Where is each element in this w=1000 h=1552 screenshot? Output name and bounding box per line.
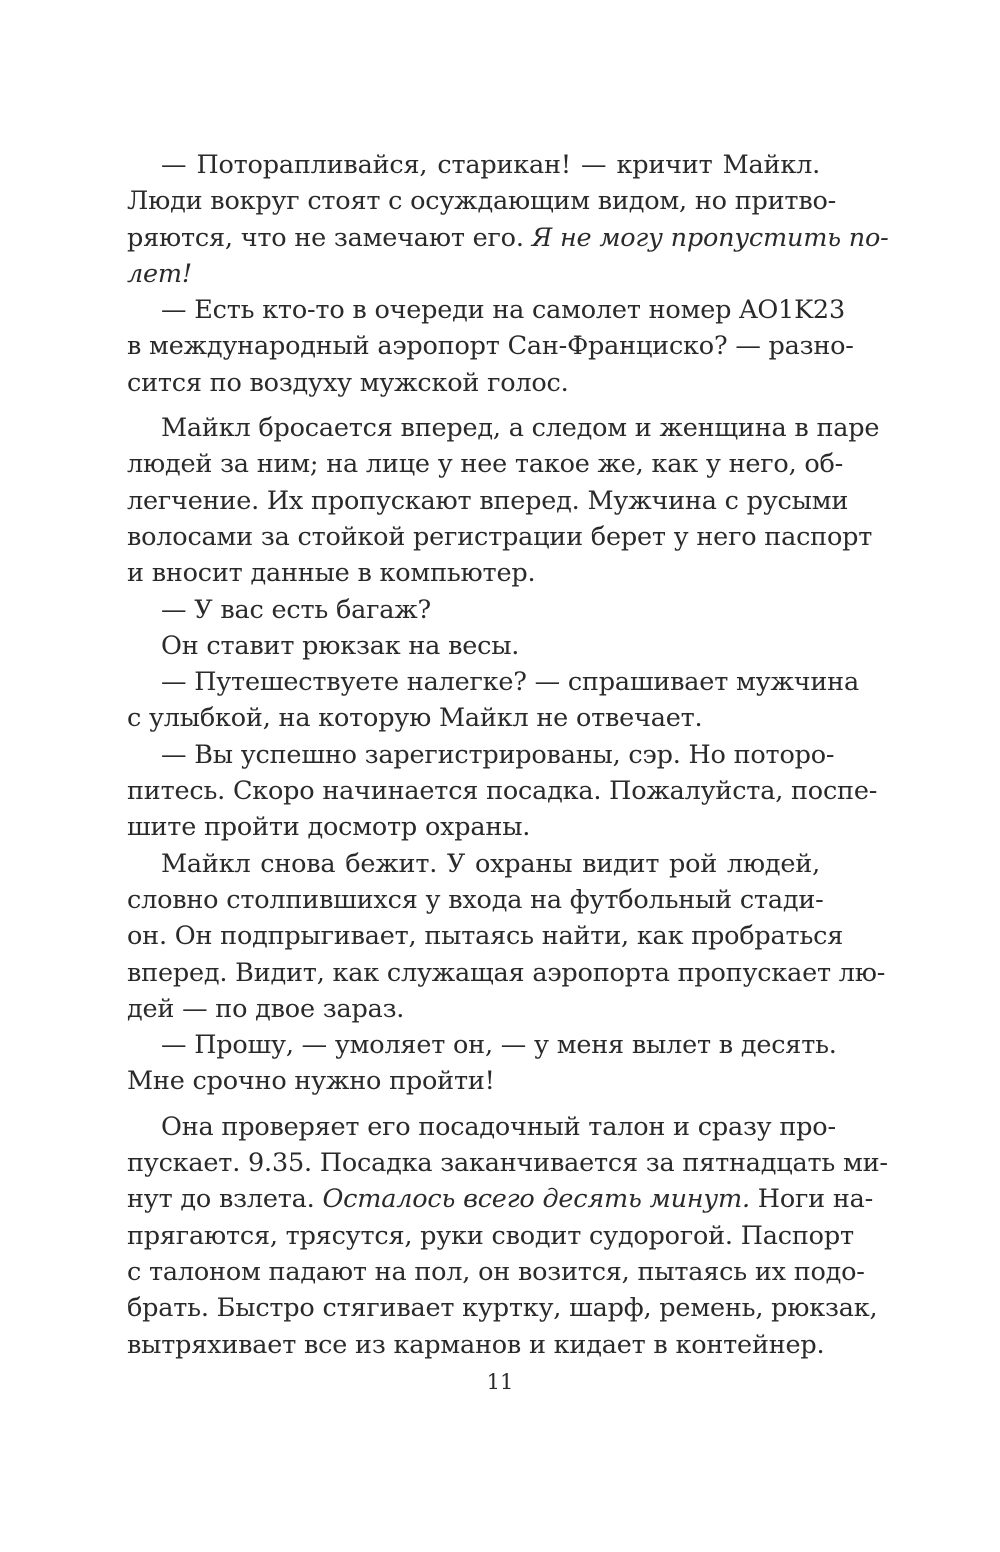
text-line xyxy=(127,1181,874,1217)
text-line: пускает. 9.35. Посадка заканчивается за пятнадцать ми- xyxy=(127,1148,888,1179)
text-line: — У вас есть багаж? xyxy=(161,594,432,625)
italic-run: Осталось всего десять минут. xyxy=(322,1184,750,1215)
text-line: — Путешествуете налегке? — спрашивает мужчина xyxy=(161,667,859,698)
text-line: Люди вокруг стоят с осуждающим видом, но притво- xyxy=(127,186,837,217)
text-line: сится по воздуху мужской голос. xyxy=(127,367,569,398)
text-run: Ноги на- xyxy=(749,1184,874,1215)
text-line xyxy=(127,220,889,256)
text-line: Он ставит рюкзак на весы. xyxy=(161,630,520,661)
italic-run: Я не могу пропустить по- xyxy=(531,222,889,253)
text-line: брать. Быстро стягивает куртку, шарф, ремень, рюкзак, xyxy=(127,1293,878,1324)
text-line: вытряхивает все из карманов и кидает в контейнер. xyxy=(127,1329,825,1360)
text-line: Майкл снова бежит. У охраны видит рой людей, xyxy=(161,848,820,879)
text-line: прягаются, трясутся, руки сводит судорогой. Паспорт xyxy=(127,1220,854,1251)
text-line: — Прошу, — умоляет он, — у меня вылет в десять. xyxy=(161,1030,837,1061)
text-line: он. Он подпрыгивает, пытаясь найти, как пробраться xyxy=(127,921,844,952)
text-line: Она проверяет его посадочный талон и сразу про- xyxy=(161,1111,836,1142)
text-line: с талоном падают на пол, он возится, пытаясь их подо- xyxy=(127,1256,865,1287)
text-line: Майкл бросается вперед, а следом и женщина в паре xyxy=(161,413,880,444)
text-line: — Поторапливайся, старикан! — кричит Майкл. xyxy=(161,150,820,180)
text-line: в международный аэропорт Сан-Франциско? — разно- xyxy=(127,331,854,362)
text-line: — Вы успешно зарегистрированы, сэр. Но поторо- xyxy=(161,739,835,770)
page-number: 11 xyxy=(486,1370,514,1394)
text-line: волосами за стойкой регистрации берет у него паспорт xyxy=(127,521,873,552)
text-line: с улыбкой, на которую Майкл не отвечает. xyxy=(127,703,703,734)
text-run: нут до взлета. xyxy=(127,1184,323,1215)
text-line: Мне срочно нужно пройти! xyxy=(127,1066,495,1097)
text-line: вперед. Видит, как служащая аэропорта пропускает лю- xyxy=(127,957,886,988)
italic-run: лет! xyxy=(127,258,192,289)
text-line: и вносит данные в компьютер. xyxy=(127,558,536,589)
text-line: питесь. Скоро начинается посадка. Пожалуйста, поспе- xyxy=(127,776,878,807)
text-line: шите пройти досмотр охраны. xyxy=(127,812,531,843)
text-line: легчение. Их пропускают вперед. Мужчина с русыми xyxy=(127,485,849,516)
text-line xyxy=(127,256,820,292)
text-line: словно столпившихся у входа на футбольный стади- xyxy=(127,884,824,915)
text-line: людей за ним; на лице у нее такое же, как у него, об- xyxy=(127,449,844,480)
text-line: — Есть кто-то в очереди на самолет номер AO1K23 xyxy=(161,295,845,326)
text-line: дей — по двое зараз. xyxy=(127,993,405,1024)
text-run: ряются, что не замечают его. xyxy=(127,222,532,253)
page-body xyxy=(127,147,889,1363)
